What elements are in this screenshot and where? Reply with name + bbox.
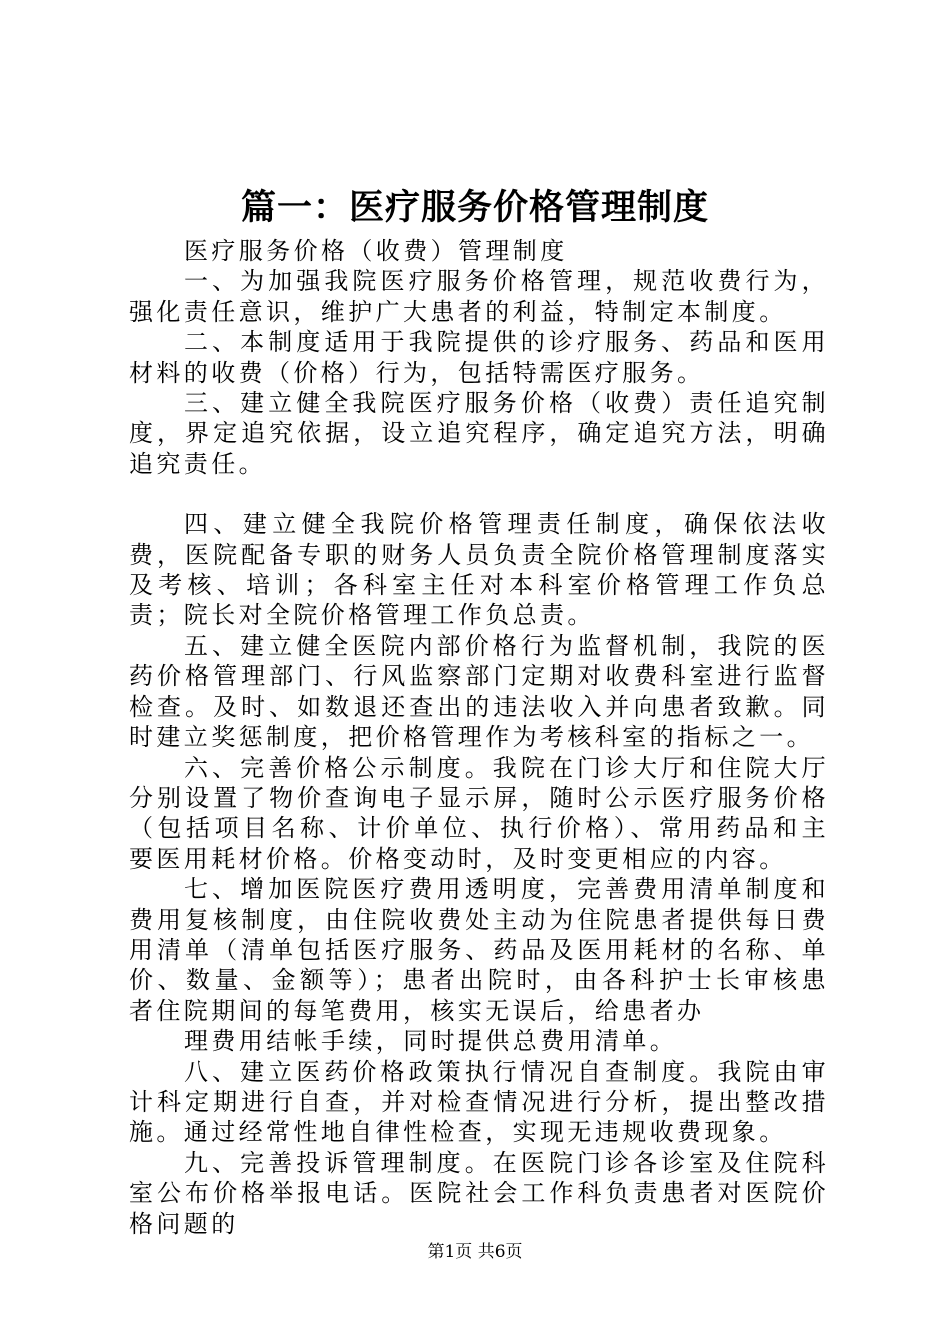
page-number-footer: 第1页 共6页 — [427, 1242, 523, 1262]
paragraph-9: 九、完善投诉管理制度。在医院门诊各诊室及住院科室公布价格举报电话。医院社会工作科负责患者对医院价格问题的 — [129, 1148, 829, 1238]
paragraph-7: 七、增加医院医疗费用透明度，完善费用清单制度和费用复核制度，由住院收费处主动为住院患者提供每日费用清单（清单包括医疗服务、药品及医用耗材的名称、单价、数量、金额等）；患者出院时，由各科护士长审核患者住院期间的每笔费用，核实无误后，给患者办 — [129, 875, 829, 1025]
document-title: 篇一：医疗服务价格管理制度 — [240, 187, 709, 228]
paragraph-2: 二、本制度适用于我院提供的诊疗服务、药品和医用材料的收费（价格）行为，包括特需医疗服务。 — [129, 328, 829, 387]
paragraph-7-continued: 理费用结帐手续，同时提供总费用清单。 — [184, 1027, 678, 1056]
paragraph-4: 四、建立健全我院价格管理责任制度，确保依法收费，医院配备专职的财务人员负责全院价格管理制度落实及考核、培训；各科室主任对本科室价格管理工作负总责；院长对全院价格管理工作负总责。 — [129, 510, 829, 630]
paragraph-3: 三、建立健全我院医疗服务价格（收费）责任追究制度，界定追究依据，设立追究程序，确定追究方法，明确追究责任。 — [129, 389, 829, 478]
paragraph-6: 六、完善价格公示制度。我院在门诊大厅和住院大厅分别设置了物价查询电子显示屏，随时公示医疗服务价格（包括项目名称、计价单位、执行价格）、常用药品和主要医用耗材价格。价格变动时，及时变更相应的内容。 — [129, 753, 829, 873]
paragraph-spacer — [129, 479, 829, 509]
paragraph-5: 五、建立健全医院内部价格行为监督机制，我院的医药价格管理部门、行风监察部门定期对收费科室进行监督检查。及时、如数退还查出的违法收入并向患者致歉。同时建立奖惩制度，把价格管理作为考核科室的指标之一。 — [129, 631, 829, 752]
document-body — [129, 236, 829, 1239]
paragraph-subtitle: 医疗服务价格（收费）管理制度 — [184, 237, 568, 265]
paragraph-1: 一、为加强我院医疗服务价格管理，规范收费行为，强化责任意识，维护广大患者的利益，特制定本制度。 — [129, 267, 829, 326]
paragraph-8: 八、建立医药价格政策执行情况自查制度。我院由审计科定期进行自查，并对检查情况进行分析，提出整改措施。通过经常性地自律性检查，实现无违规收费现象。 — [129, 1057, 829, 1147]
